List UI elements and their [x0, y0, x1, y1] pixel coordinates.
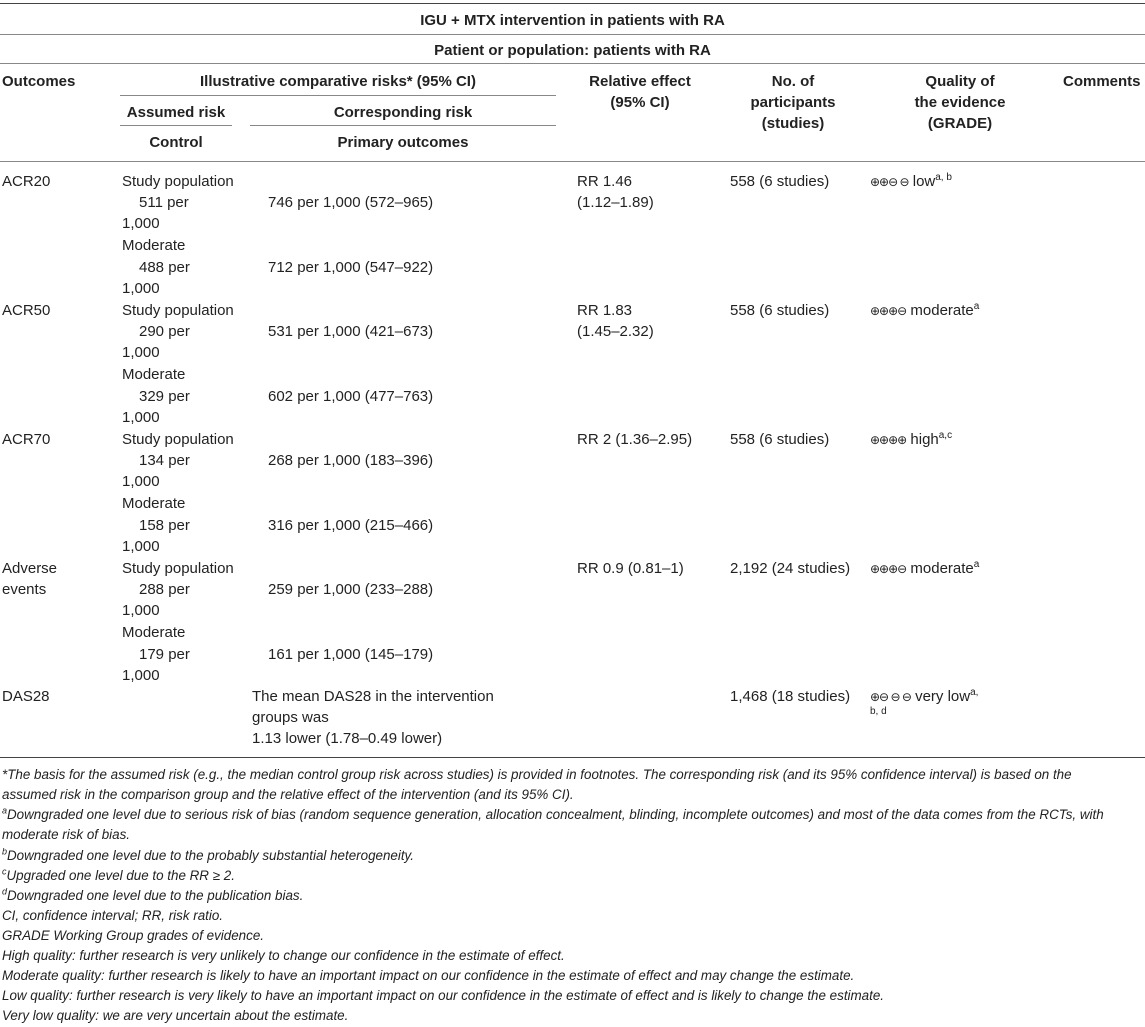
- header-illustrative: Illustrative comparative risks* (95% CI): [200, 73, 476, 90]
- moderate-label: Moderate: [122, 624, 186, 641]
- assumed-risk-cell: 158 per: [139, 517, 190, 534]
- assumed-risk-cell-cont: 1,000: [122, 473, 160, 490]
- relative-effect-cell: RR 1.46 (1.12–1.89): [577, 173, 654, 211]
- relative-effect-cell: RR 2 (1.36–2.95): [577, 431, 693, 448]
- assumed-risk-cell: 179 per: [139, 646, 190, 663]
- assumed-risk-cell-cont: 1,000: [122, 667, 160, 684]
- footnote-abbreviations: CI, confidence interval; RR, risk ratio.: [2, 908, 224, 923]
- moderate-label: Moderate: [122, 495, 186, 512]
- relative-effect-cell: RR 1.83 (1.45–2.32): [577, 302, 654, 340]
- header-primary: Primary outcomes: [337, 134, 469, 151]
- corresponding-risk-cell: The mean DAS28 in the intervention groups was 1.13 lower (1.78–0.49 lower): [252, 688, 494, 747]
- population-row: Patient or population: patients with RA: [434, 42, 711, 59]
- participants-cell: 1,468 (18 studies): [730, 688, 851, 705]
- quality-cell: ⊕⊖ ⊖ ⊖ very low$^{a,}$: [870, 687, 979, 705]
- study-population-label: Study population: [122, 431, 234, 448]
- header-participants: No. of participants (studies): [750, 73, 836, 132]
- quality-footnote-refs: b, d: [870, 706, 887, 717]
- header-assumed: Assumed risk: [126, 104, 226, 121]
- footnote-c: $^c$Upgraded one level due to the RR ≥ 2.: [2, 866, 235, 883]
- header-comments: Comments: [1063, 73, 1141, 90]
- header-control: Control: [149, 134, 203, 151]
- table-title: IGU + MTX intervention in patients with RA: [420, 12, 725, 29]
- quality-cell: ⊕⊕⊖ ⊖ low$^{a, b}$: [870, 172, 952, 190]
- participants-cell: 558 (6 studies): [730, 431, 830, 448]
- header-corresponding: Corresponding risk: [333, 104, 473, 121]
- assumed-risk-cell-cont: 1,000: [122, 280, 160, 297]
- header-outcomes: Outcomes: [2, 73, 76, 90]
- assumed-risk-cell-cont: 1,000: [122, 215, 160, 232]
- assumed-risk-cell: 290 per: [139, 323, 190, 340]
- assumed-risk-cell: 288 per: [139, 581, 190, 598]
- study-population-label: Study population: [122, 560, 234, 577]
- corresponding-risk-cell: 746 per 1,000 (572–965): [268, 194, 434, 211]
- moderate-label: Moderate: [122, 237, 186, 254]
- corresponding-risk-cell: 316 per 1,000 (215–466): [268, 517, 434, 534]
- footnote-b: $^b$Downgraded one level due to the probably substantial heterogeneity.: [2, 846, 414, 863]
- quality-cell: ⊕⊕⊕⊖ moderate$^a$: [870, 559, 980, 577]
- relative-effect-cell: RR 0.9 (0.81–1): [577, 560, 684, 577]
- corresponding-risk-cell: 712 per 1,000 (547–922): [268, 259, 434, 276]
- participants-cell: 2,192 (24 studies): [730, 560, 851, 577]
- quality-cell: ⊕⊕⊕⊕ high$^{a,c}$: [870, 430, 953, 448]
- footnote-high-quality: High quality: further research is very unlikely to change our confidence in the estimate of effect.: [2, 948, 565, 963]
- footnote-star: *The basis for the assumed risk (e.g., the median control group risk across studies) is provided in footnotes. The corresponding risk (and its 95% confidence interval) is based on the assumed risk in the comparison group and the relative effect of the intervention (and its 95% CI).: [2, 767, 1072, 802]
- header-quality: Quality of the evidence (GRADE): [914, 73, 1006, 132]
- footnote-moderate-quality: Moderate quality: further research is likely to have an important impact on our confidence in the estimate of effect and may change the estimate.: [2, 968, 855, 983]
- outcome-cell: Adverse events: [2, 560, 58, 598]
- assumed-risk-cell: 511 per: [139, 194, 189, 211]
- outcome-cell: ACR70: [2, 431, 51, 448]
- participants-cell: 558 (6 studies): [730, 302, 830, 319]
- participants-cell: 558 (6 studies): [730, 173, 830, 190]
- moderate-label: Moderate: [122, 366, 186, 383]
- outcome-cell: ACR20: [2, 173, 51, 190]
- assumed-risk-cell-cont: 1,000: [122, 409, 160, 426]
- footnote-a: $^a$Downgraded one level due to serious risk of bias (random sequence generation, allocation concealment, blinding, incomplete outcomes) and most of the data comes from the RCTs, with moderate risk of bias.: [2, 805, 1104, 842]
- corresponding-risk-cell: 259 per 1,000 (233–288): [268, 581, 434, 598]
- assumed-risk-cell: 488 per: [139, 259, 190, 276]
- header-relative-effect: Relative effect (95% CI): [589, 73, 691, 111]
- outcome-cell: ACR50: [2, 302, 51, 319]
- assumed-risk-cell-cont: 1,000: [122, 538, 160, 555]
- study-population-label: Study population: [122, 173, 234, 190]
- footnote-d: $^d$Downgraded one level due to the publication bias.: [2, 886, 304, 903]
- quality-cell: ⊕⊕⊕⊖ moderate$^a$: [870, 301, 980, 319]
- footnote-grade-title: GRADE Working Group grades of evidence.: [2, 928, 264, 943]
- footnote-low-quality: Low quality: further research is very likely to have an important impact on our confidence in the estimate of effect and is likely to change the estimate.: [2, 988, 885, 1003]
- assumed-risk-cell: 134 per: [139, 452, 190, 469]
- assumed-risk-cell-cont: 1,000: [122, 344, 160, 361]
- corresponding-risk-cell: 531 per 1,000 (421–673): [268, 323, 434, 340]
- assumed-risk-cell: 329 per: [139, 388, 190, 405]
- outcome-cell: DAS28: [2, 688, 50, 705]
- corresponding-risk-cell: 268 per 1,000 (183–396): [268, 452, 434, 469]
- assumed-risk-cell-cont: 1,000: [122, 602, 160, 619]
- corresponding-risk-cell: 161 per 1,000 (145–179): [268, 646, 434, 663]
- corresponding-risk-cell: 602 per 1,000 (477–763): [268, 388, 434, 405]
- footnote-very-low-quality: Very low quality: we are very uncertain about the estimate.: [2, 1008, 349, 1023]
- study-population-label: Study population: [122, 302, 234, 319]
